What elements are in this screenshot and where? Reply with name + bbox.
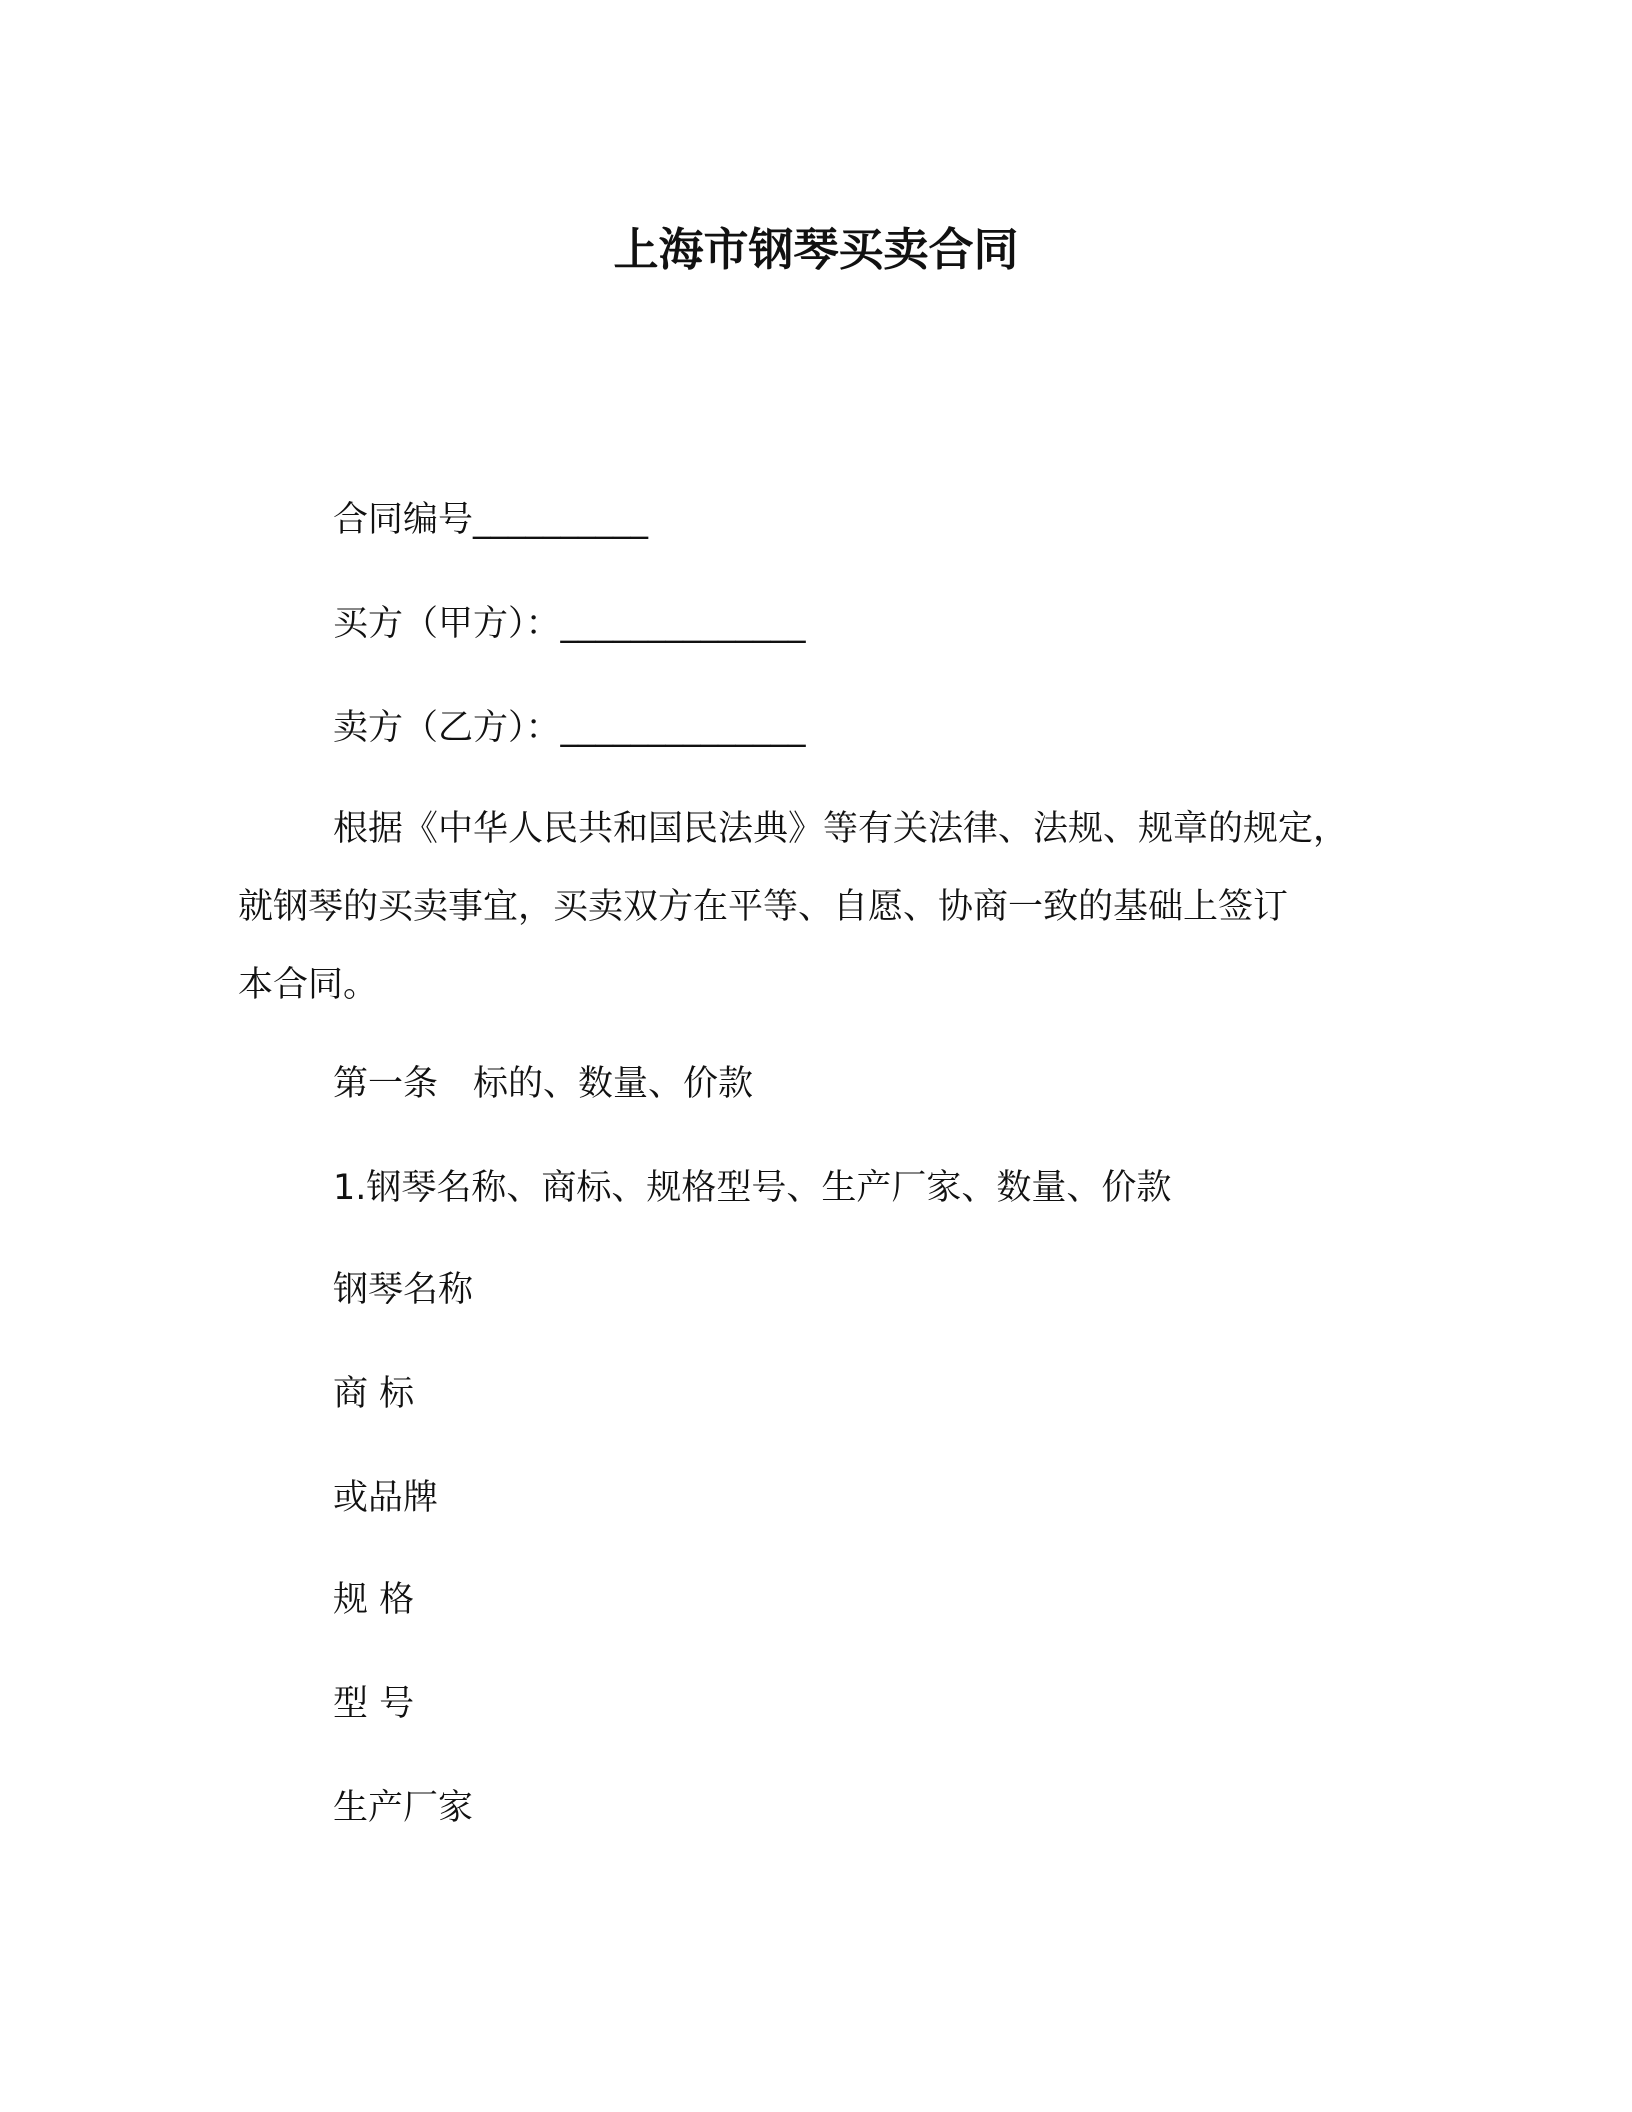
seller-line: 卖方（乙方）：______________ <box>333 708 806 748</box>
preamble-line: 本合同。 <box>238 965 379 1005</box>
preamble-line: 就钢琴的买卖事宜，买卖双方在平等、自愿、协商一致的基础上签订 <box>238 887 1289 927</box>
field-label: 商 标 <box>333 1374 415 1414</box>
document-title: 上海市钢琴买卖合同 <box>613 223 1019 276</box>
preamble-line: 根据《中华人民共和国民法典》等有关法律、法规、规章的规定， <box>333 809 1349 849</box>
article-1-heading: 第一条 标的、数量、价款 <box>333 1064 754 1104</box>
field-label: 或品牌 <box>333 1478 439 1518</box>
preamble-paragraph <box>238 790 1398 1024</box>
field-label: 规 格 <box>333 1580 415 1620</box>
contract-number-line: 合同编号__________ <box>333 500 649 540</box>
field-label: 钢琴名称 <box>333 1270 474 1310</box>
field-label: 生产厂家 <box>333 1788 474 1828</box>
buyer-line: 买方（甲方）：______________ <box>333 604 806 644</box>
field-label: 型 号 <box>333 1684 415 1724</box>
item-1-heading: 1.钢琴名称、商标、规格型号、生产厂家、数量、价款 <box>333 1168 1172 1208</box>
